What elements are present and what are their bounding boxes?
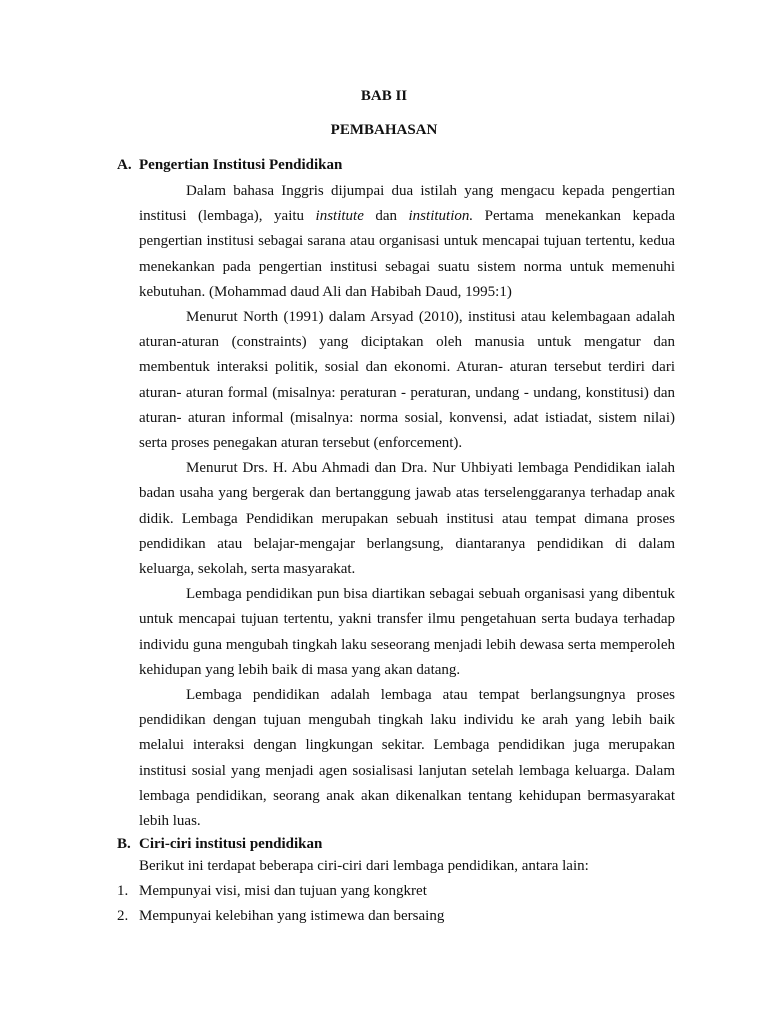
list-item-number: 1. [117,883,129,899]
paragraph-1-term-institution: institution. [408,208,474,225]
section-b-letter: B. [117,836,131,852]
paragraph-1 [139,179,675,305]
list-item [117,908,444,925]
section-a-letter: A. [117,157,132,173]
chapter-heading: BAB II [360,88,408,104]
paragraph-5: Lembaga pendidikan adalah lembaga atau tempat berlangsungnya proses pendidikan dengan tujuan mengubah tingkah laku individu ke arah yang lebih baik melalui interaksi dengan lingkungan sekitar. Lembaga pendidikan juga merupakan institusi sosial yang menjadi agen sosialisasi lanjutan setelah lembaga keluarga. Dalam lembaga pendidikan, seorang anak akan dikenalkan tentang kehidupan bermasyarakat lebih luas. [139,687,675,830]
paragraph-1-text-3: Pertama menekankan kepada pengertian institusi sebagai sarana atau organisasi untuk mencapai tujuan tertentu, kedua menekankan pada pengertian institusi sebagai suatu sistem norma untuk memenuhi kebutuhan. (Mohammad daud Ali dan Habibah Daud, 1995:1) [139,208,675,300]
paragraph-4: Lembaga pendidikan pun bisa diartikan sebagai sebuah organisasi yang dibentuk untuk mencapai tujuan tertentu, yakni transfer ilmu pengetahuan serta budaya terhadap individu guna mengubah tingkah laku seseorang menjadi lebih dewasa serta memperoleh kehidupan yang lebih baik di masa yang akan datang. [139,586,675,678]
section-b-intro: Berikut ini terdapat beberapa ciri-ciri dari lembaga pendidikan, antara lain: [139,858,589,874]
section-b-heading [117,836,322,853]
paragraph-1-text-2: dan [363,208,409,225]
section-a-title: Pengertian Institusi Pendidikan [139,157,343,173]
list-item [117,883,427,900]
paragraph-3: Menurut Drs. H. Abu Ahmadi dan Dra. Nur Uhbiyati lembaga Pendidikan ialah badan usaha yang bergerak dan bertanggung jawab atas terselenggaranya terhadap anak didik. Lembaga Pendidikan merupakan sebuah institusi atau tempat dimana proses pendidikan atau belajar-mengajar berlangsung, diantaranya pendidikan di dalam keluarga, sekolah, serta masyarakat. [139,460,675,578]
list-item-text: Mempunyai visi, misi dan tujuan yang kongkret [139,883,427,899]
paragraph-1-term-institute: institute [315,208,364,225]
section-a-heading [117,157,342,174]
section-b-title: Ciri-ciri institusi pendidikan [139,836,323,852]
paragraph-1-text-1: Dalam bahasa Inggris dijumpai dua istilah yang mengacu kepada pengertian institusi (lembaga), yaitu [139,183,675,225]
paragraph-2: Menurut North (1991) dalam Arsyad (2010), institusi atau kelembagaan adalah aturan-aturan (constraints) yang diciptakan oleh manusia untuk mengatur dan membentuk interaksi politik, sosial dan ekonomi. Aturan- aturan tersebut terdiri dari aturan- aturan formal (misalnya: peraturan - peraturan, undang - undang, konstitusi) dan aturan- aturan informal (misalnya: norma sosial, konvensi, adat istiadat, sistem nilai) serta proses penegakan aturan tersebut (enforcement). [139,309,675,452]
chapter-title: PEMBAHASAN [330,122,438,138]
list-item-number: 2. [117,908,129,924]
section-a-body [139,179,675,834]
list-item-text: Mempunyai kelebihan yang istimewa dan bersaing [139,908,445,924]
